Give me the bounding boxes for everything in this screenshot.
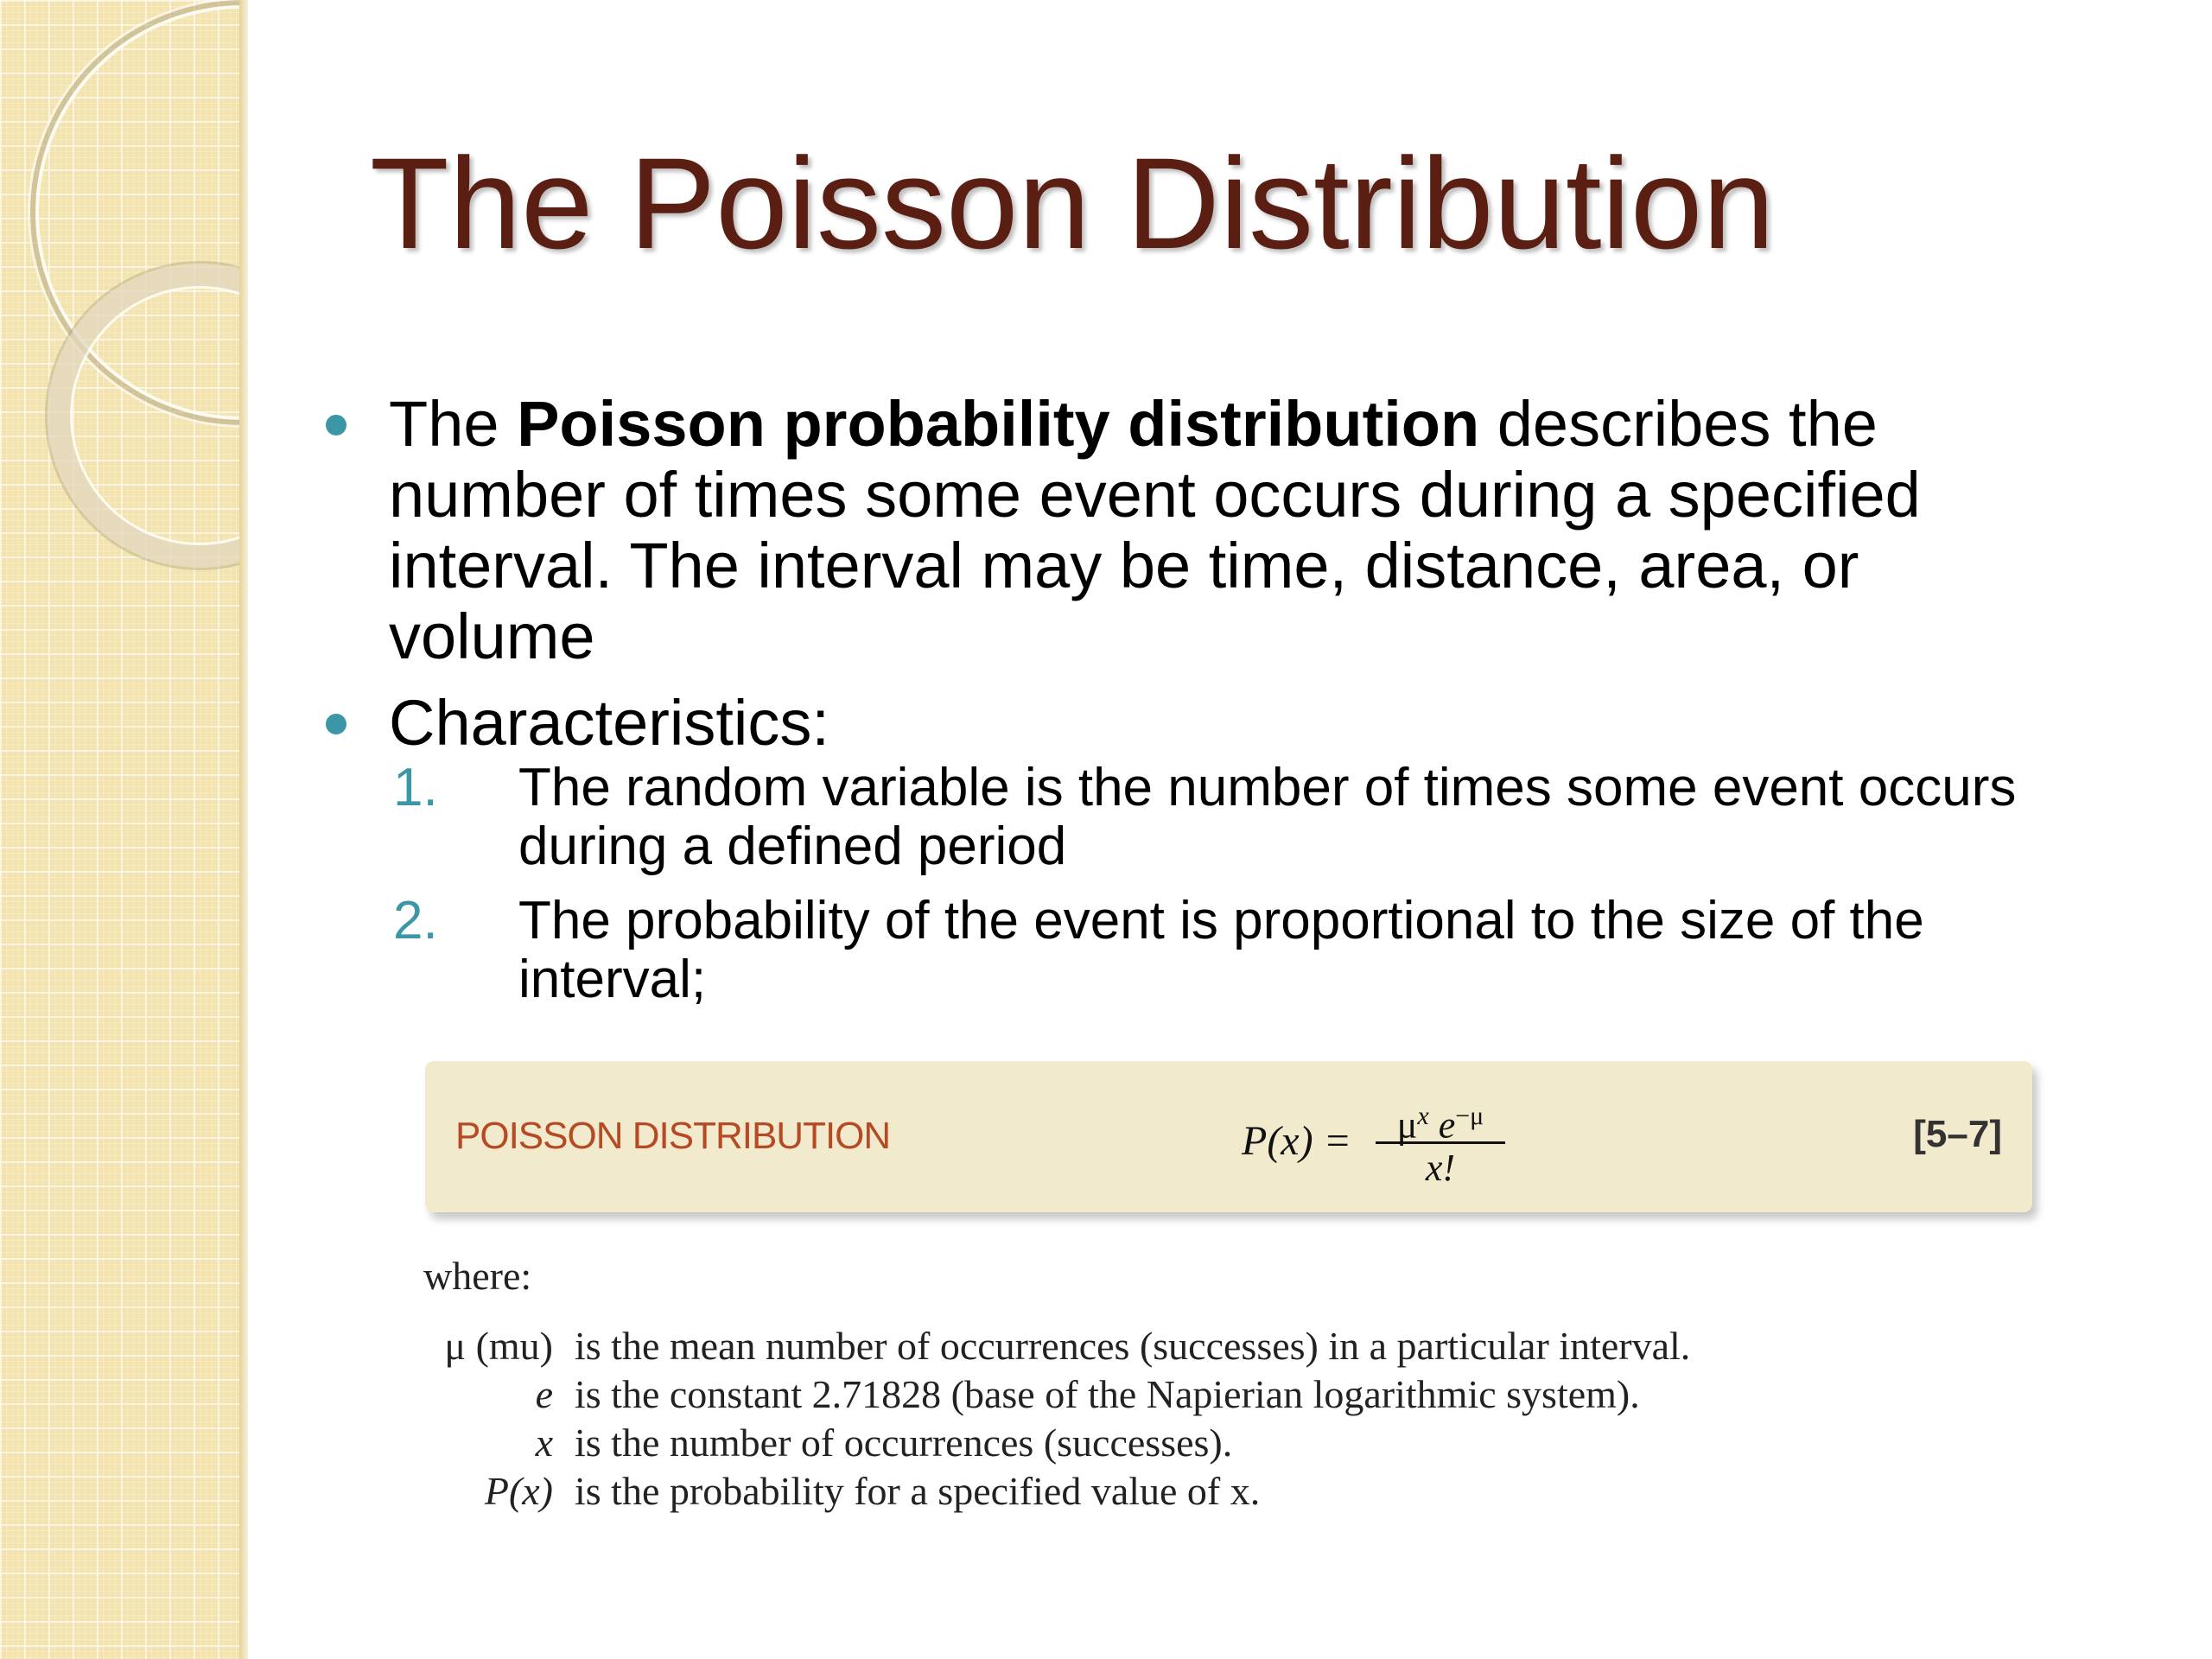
bullet-prefix: The <box>389 388 518 460</box>
bullet-bold-term: Poisson probability distribution <box>517 388 1480 460</box>
definition-text: is the probability for a specified value of x. <box>575 1469 1261 1513</box>
list-item-text: The random variable is the number of times some event occurs during a defined period <box>518 758 2017 876</box>
list-item-number: 1. <box>393 758 438 817</box>
definition-symbol: e <box>535 1372 553 1416</box>
formula-exp-x: x <box>1417 1102 1429 1130</box>
formula-mu: μ <box>1396 1103 1418 1147</box>
list-item <box>315 759 2052 876</box>
decorative-sidebar <box>0 0 246 1659</box>
formula-label: POISSON DISTRIBUTION <box>455 1115 891 1157</box>
formula-e: e <box>1438 1103 1456 1147</box>
sidebar-edge <box>239 0 248 1659</box>
formula-fraction <box>1376 1091 1505 1192</box>
bullet-suffix: describes the number of times some event occurs during a specified interval. The interval may be time, distance, area, or volume <box>389 388 1921 672</box>
list-item-text: The probability of the event is proportional to the size of the interval; <box>518 891 1924 1009</box>
definition-symbol: x <box>535 1421 553 1465</box>
definition-text: is the constant 2.71828 (base of the Napierian logarithmic system). <box>575 1372 1640 1416</box>
formula-exp-neg-mu: −μ <box>1455 1102 1484 1130</box>
definition-symbol: μ (mu) <box>444 1324 553 1368</box>
formula-numerator <box>1376 1091 1505 1147</box>
formula-reference: [5–7] <box>1913 1113 2002 1155</box>
definition-text: is the mean number of occurrences (successes) in a particular interval. <box>575 1324 1691 1368</box>
slide-content <box>315 389 2052 1009</box>
bullet-definition <box>315 389 2052 672</box>
definition-symbol: P(x) <box>484 1469 553 1513</box>
definition-text: is the number of occurrences (successes). <box>575 1421 1233 1465</box>
list-item <box>315 892 2052 1009</box>
bullet-characteristics: Characteristics: <box>315 688 2052 759</box>
formula <box>1242 1091 1553 1189</box>
where-label: where: <box>423 1254 532 1298</box>
slide-title: The Poisson Distribution <box>370 130 1775 276</box>
formula-lhs: P(x) = <box>1242 1118 1351 1164</box>
list-item-number: 2. <box>393 891 438 950</box>
formula-box <box>425 1061 2032 1212</box>
formula-denominator: x! <box>1425 1147 1456 1189</box>
